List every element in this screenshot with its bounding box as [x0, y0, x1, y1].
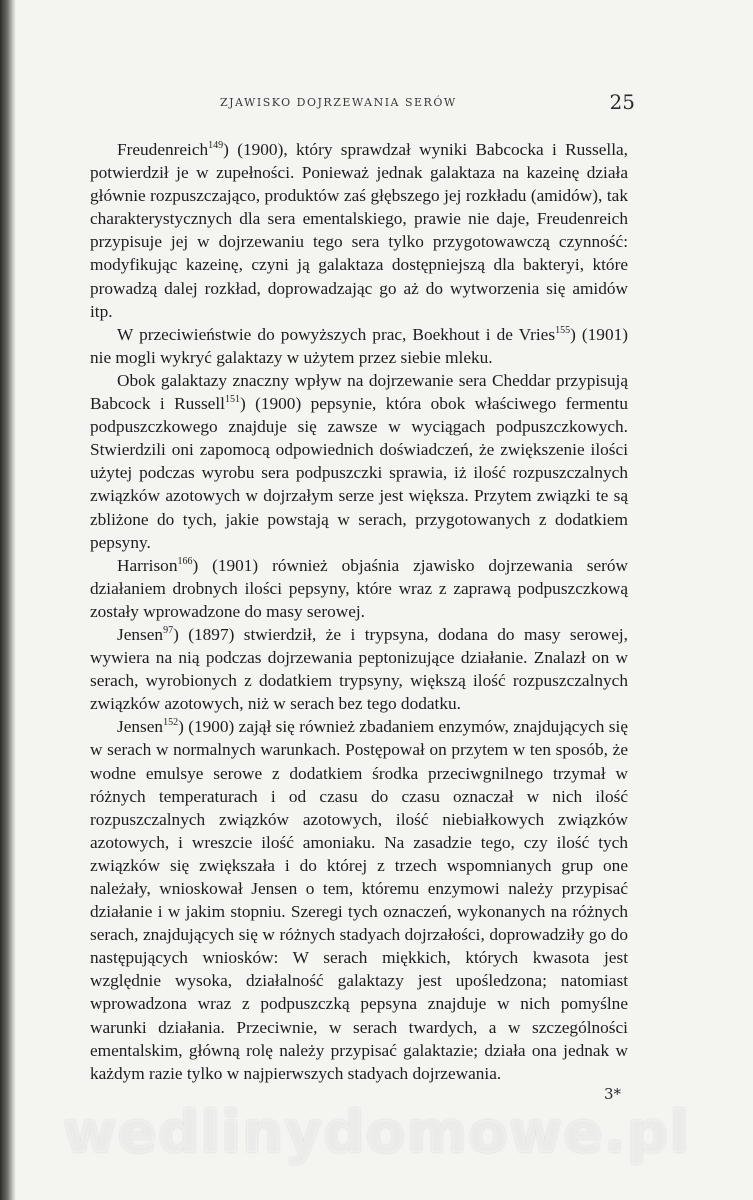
book-spine-shadow	[0, 0, 16, 1200]
paragraph	[90, 138, 628, 323]
page-number: 25	[609, 90, 635, 114]
footnote-ref: 166	[177, 555, 193, 567]
paragraph	[90, 554, 628, 623]
paragraph	[90, 623, 628, 715]
footnote-ref: 151	[224, 394, 240, 406]
paragraph	[90, 369, 628, 554]
text-run: ) (1900) pepsynie, która obok właściwego fermentu podpuszczkowego znajduje się zawsze w wyciągach podpuszczkowych. Stwierdzili oni zapomocą odpowiednich doświadczeń, że zwiększenie ilości użytej podczas wyrobu sera podpuszczki sprawia, iż ilość rozpuszczalnych związków azotowych w dojrzałym serze jest większa. Przytem związki te są zbliżone do tych, jakie powstają w serach, przygotowanych z dodatkiem pepsyny.	[90, 394, 628, 552]
text-run: Obok galaktazy znaczny wpływ na dojrzewanie sera Cheddar przypisują Babcock i Russell	[90, 370, 628, 414]
text-run: Jensen	[117, 717, 164, 737]
text-run: Harrison	[117, 555, 178, 575]
paragraph	[90, 323, 628, 369]
running-title: ZJAWISKO DOJRZEWANIA SERÓW	[220, 96, 457, 109]
page-header	[90, 90, 635, 118]
text-run: Freudenreich	[117, 140, 209, 159]
footnote-ref: 152	[163, 717, 179, 729]
text-run: W przeciwieństwie do powyższych prac, Boekhout i de Vries	[117, 324, 556, 344]
text-run: ) (1900) zajął się również zbadaniem enzymów, znajdujących się w serach w normalnych warunkach. Postępował on przytem w ten sposób, że wodne emulsye serowe z dodatkiem środka przeciwgnilnego trzymał w różnych temperaturach i od czasu do czasu oznaczał w nich ilość rozpuszczalnych związków azotowych, ilość niebiałkowych związków azotowych, i wreszcie ilość amoniaku. Na zasadzie tego, czy ilość tych związków się zwiększała i do której z trzech wspomnianych grup one należały, wnioskował Jensen o tem, któremu enzymowi należy przypisać działanie i w jakim stopniu. Szeregi tych oznaczeń, wykonanych na różnych serach, znajdujących się w różnych stadyach dojrzałości, doprowadziły go do następujących wniosków: W serach miękkich, których kwasota jest względnie wysoka, działalność galaktazy jest upośledzona; natomiast wprowadzona wraz z podpuszczką pepsyna znajduje w nich pomyślne warunki działania. Przeciwnie, w serach twardych, a w szczególności ementalskim, główną rolę należy przypisać galaktazie; działa ona jednak w każdym razie tylko w najpierwszych stadyach dojrzewania.	[90, 717, 628, 1083]
body-text	[90, 138, 628, 1085]
text-run: ) (1900), który sprawdzał wyniki Babcocka i Russella, potwierdził je w zupełności. Ponieważ jednak galaktaza na kazeinę działa głównie rozpuszczająco, produktów zaś głębszego jej rozkładu (amidów), tak charakterystycznych dla sera ementalskiego, prawie nie daje, Freudenreich przypisuje jej w dojrzewaniu tego sera tylko przygotowawczą czynność: modyfikując kazeinę, czyni ją galaktaza dostępniejszą dla bakteryi, które prowadzą dalej rozkład, doprowadzając go aż do wytworzenia się amidów itp.	[90, 140, 628, 321]
footnote-ref: 155	[555, 324, 571, 336]
text-run: ) (1901) również objaśnia zjawisko dojrzewania serów działaniem drobnych ilości pepsyny, które wraz z zaprawą podpuszczkową zostały wprowadzone do masy serowej.	[90, 555, 628, 621]
footnote-ref: 149	[208, 140, 224, 151]
signature-mark: 3*	[603, 1085, 621, 1103]
watermark-text: wedlinydomowe.pl	[62, 1098, 691, 1166]
text-run: ) (1897) stwierdził, że i trypsyna, dodana do masy serowej, wywiera na nią podczas dojrzewania peptonizujące działanie. Znalazł on w serach, wyrobionych z dodatkiem trypsyny, większą ilość rozpuszczalnych związków azotowych, niż w serach bez tego dodatku.	[90, 624, 628, 714]
text-run: Jensen	[117, 624, 164, 644]
text-run: ) (1901) nie mogli wykryć galaktazy w użytem przez siebie mleku.	[90, 324, 628, 367]
footnote-ref: 97	[163, 624, 174, 636]
paragraph	[90, 715, 628, 1085]
